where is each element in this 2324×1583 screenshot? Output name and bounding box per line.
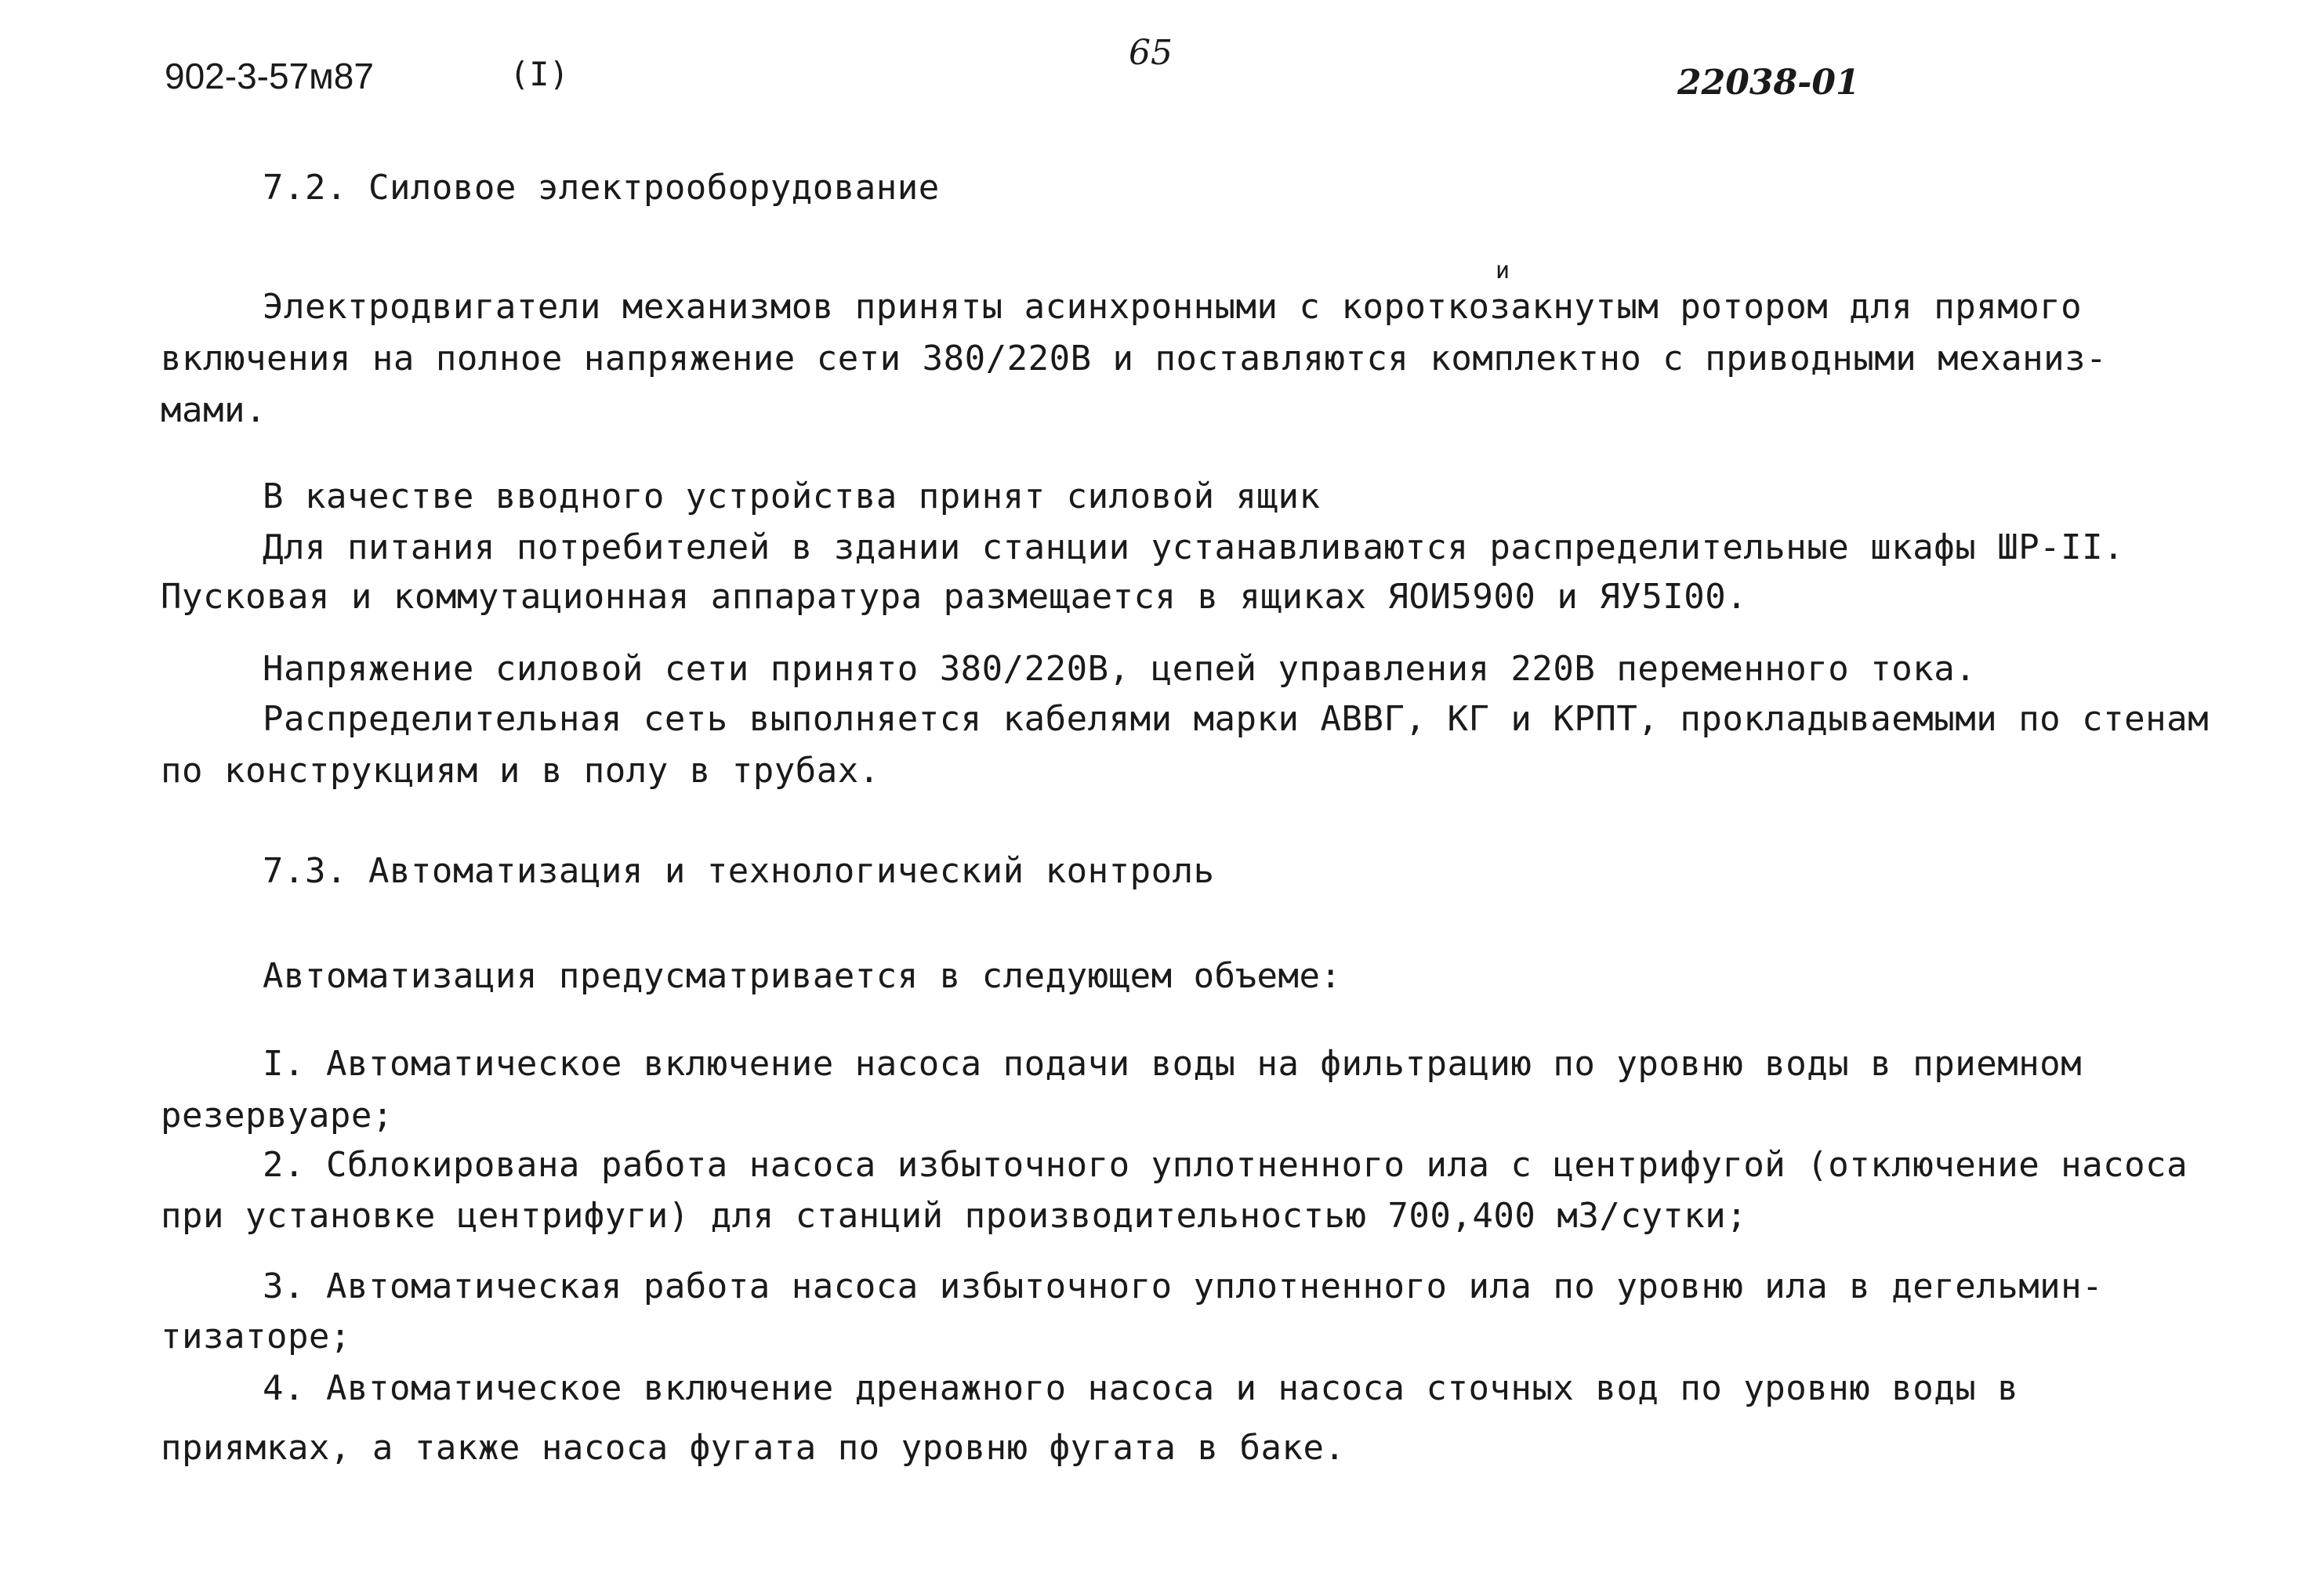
paragraph-line: мами.	[161, 390, 266, 430]
handwritten-correction-mark: и	[1496, 257, 1510, 284]
paragraph-line: Пусковая и коммутационная аппаратура размещается в ящиках ЯОИ5900 и ЯУ5I00.	[161, 577, 1748, 617]
list-item: 4. Автоматическое включение дренажного насоса и насоса сточных вод по уровню воды в	[263, 1368, 2019, 1408]
paragraph-line: В качестве вводного устройства принят силовой ящик	[263, 476, 1321, 516]
paragraph-line: Распределительная сеть выполняется кабелями марки АВВГ, КГ и КРПТ, прокладываемыми по стенам	[263, 699, 2210, 739]
list-item: 2. Сблокирована работа насоса избыточного уплотненного ила с центрифугой (отключение насоса	[263, 1145, 2188, 1185]
list-item-continuation: приямках, а также насоса фугата по уровню фугата в баке.	[161, 1428, 1346, 1468]
list-item: 3. Автоматическая работа насоса избыточного уплотненного ила по уровню ила в дегельмин-	[263, 1266, 2104, 1306]
sheet-code: 22038-01	[1677, 63, 1860, 103]
page-number: 65	[1129, 33, 1173, 73]
paragraph-line: Напряжение силовой сети принято 380/220В, цепей управления 220В переменного тока.	[263, 649, 1977, 689]
list-item-continuation: резервуаре;	[161, 1096, 393, 1136]
paragraph-line: включения на полное напряжение сети 380/220В и поставляются комплектно с приводными механиз-	[161, 339, 2108, 379]
list-item: I. Автоматическое включение насоса подачи воды на фильтрацию по уровню воды в приемном	[263, 1044, 2083, 1084]
paragraph-line: Электродвигатели механизмов приняты асинхронными с короткозакнутым ротором для прямого	[263, 287, 2083, 327]
section-7-3-title: 7.3. Автоматизация и технологический контроль	[263, 851, 1215, 891]
paragraph-line: по конструкциям и в полу в трубах.	[161, 751, 880, 791]
section-7-3-intro: Автоматизация предусматривается в следующем объеме:	[263, 956, 1342, 996]
document-code: 902-3-57м87	[165, 56, 374, 96]
paragraph-line: Для питания потребителей в здании станции устанавливаются распределительные шкафы ШР-II.	[263, 527, 2125, 567]
section-7-2-title: 7.2. Силовое электрооборудование	[263, 168, 940, 208]
document-part: (I)	[509, 55, 569, 93]
list-item-continuation: тизаторе;	[161, 1317, 351, 1357]
list-item-continuation: при установке центрифуги) для станций производительностью 700,400 м3/сутки;	[161, 1196, 1748, 1236]
